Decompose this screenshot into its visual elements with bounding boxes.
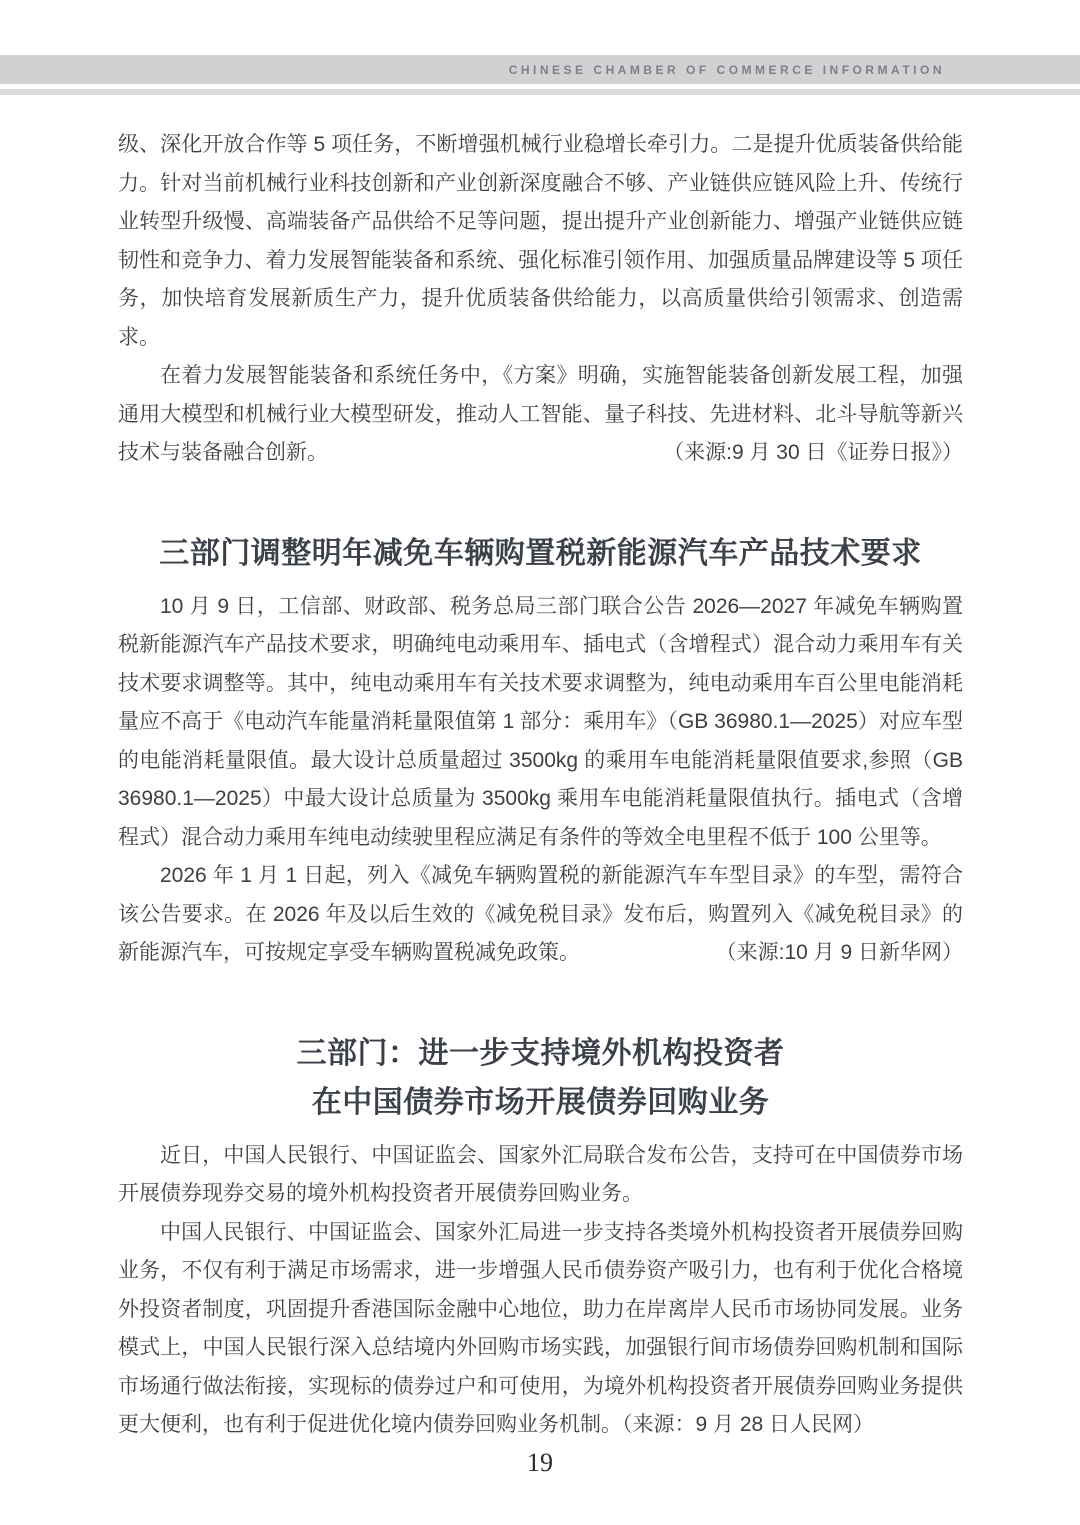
source-label: （来源：9 月 28 日人民网） [622, 1413, 875, 1436]
paragraph-text: 10 月 9 日，工信部、财政部、税务总局三部门联合公告 2026—2027 年减免车辆购置税新能源汽车产品技术要求，明确纯电动乘用车、插电式（含增程式）混合动力乘用车有关技术要求调整等。其中，纯电动乘用车有关技术要求调整为，纯电动乘用车百公里电能消耗量应不高于《电动汽车能量消耗量限值第 1 部分：乘用车》（GB 36980.1—2025）对应车型的电能消耗量限值。最大设计总质量超过 3500kg 的乘用车电能消耗量限值要求,参照（GB 36980.1—2025）中最大设计总质量为 3500kg 乘用车电能消耗量限值执行。插电式（含增程式）混合动力乘用车纯电动续驶里程应满足有条件的等效全电里程不低于 100 公里等。 [118, 594, 963, 849]
header-divider-band [0, 89, 1080, 95]
paragraph-text: 近日，中国人民银行、中国证监会、国家外汇局联合发布公告，支持可在中国债券市场开展债券现券交易的境外机构投资者开展债券回购业务。 [118, 1143, 963, 1205]
paragraph-text: 级、深化开放合作等 5 项任务，不断增强机械行业稳增长牵引力。二是提升优质装备供给能力。针对当前机械行业科技创新和产业创新深度融合不够、产业链供应链风险上升、传统行业转型升级慢、高端装备产品供给不足等问题，提出提升产业创新能力、增强产业链供应链韧性和竞争力、着力发展智能装备和系统、强化标准引领作用、加强质量品牌建设等 5 项任务，加快培育发展新质生产力，提升优质装备供给能力，以高质量供给引领需求、创造需求。 [118, 133, 963, 349]
paragraph [118, 1214, 963, 1445]
header-band [0, 55, 1080, 84]
section-title [118, 529, 963, 578]
section-title [118, 1029, 963, 1127]
page-number: 19 [527, 1448, 553, 1477]
section-title-line: 在中国债券市场开展债券回购业务 [311, 1085, 770, 1119]
paragraph [118, 357, 963, 473]
section-title-line: 三部门调整明年减免车辆购置税新能源汽车产品技术要求 [159, 536, 922, 570]
paragraph-text: 在着力发展智能装备和系统任务中，《方案》明确，实施智能装备创新发展工程，加强通用大模型和机械行业大模型研发，推动人工智能、量子科技、先进材料、北斗导航等新兴技术与装备融合创新。 [118, 364, 963, 464]
header-banner-text: CHINESE CHAMBER OF COMMERCE INFORMATION [508, 62, 945, 77]
content [118, 126, 963, 1445]
paragraph [118, 1137, 963, 1214]
section-title-line: 三部门：进一步支持境外机构投资者 [296, 1036, 785, 1070]
paragraph [118, 126, 963, 357]
paragraph [118, 857, 963, 973]
source-label: （来源:10 月 9 日新华网） [715, 941, 963, 964]
paragraph [118, 588, 963, 858]
paragraph-text: 2026 年 1 月 1 日起，列入《减免车辆购置税的新能源汽车车型目录》的车型，需符合该公告要求。在 2026 年及以后生效的《减免税目录》发布后，购置列入《减免税目录》的新能源汽车，可按规定享受车辆购置税减免政策。 [118, 864, 963, 964]
paragraph-text: 中国人民银行、中国证监会、国家外汇局进一步支持各类境外机构投资者开展债券回购业务，不仅有利于满足市场需求，进一步增强人民币债券资产吸引力，也有利于优化合格境外投资者制度，巩固提升香港国际金融中心地位，助力在岸离岸人民币市场协同发展。业务模式上，中国人民银行深入总结境内外回购市场实践，加强银行间市场债券回购机制和国际市场通行做法衔接，实现标的债券过户和可使用，为境外机构投资者开展债券回购业务提供更大便利，也有利于促进优化境内债券回购业务机制。 [118, 1220, 963, 1436]
source-label: （来源:9 月 30 日《证券日报》） [663, 441, 963, 464]
